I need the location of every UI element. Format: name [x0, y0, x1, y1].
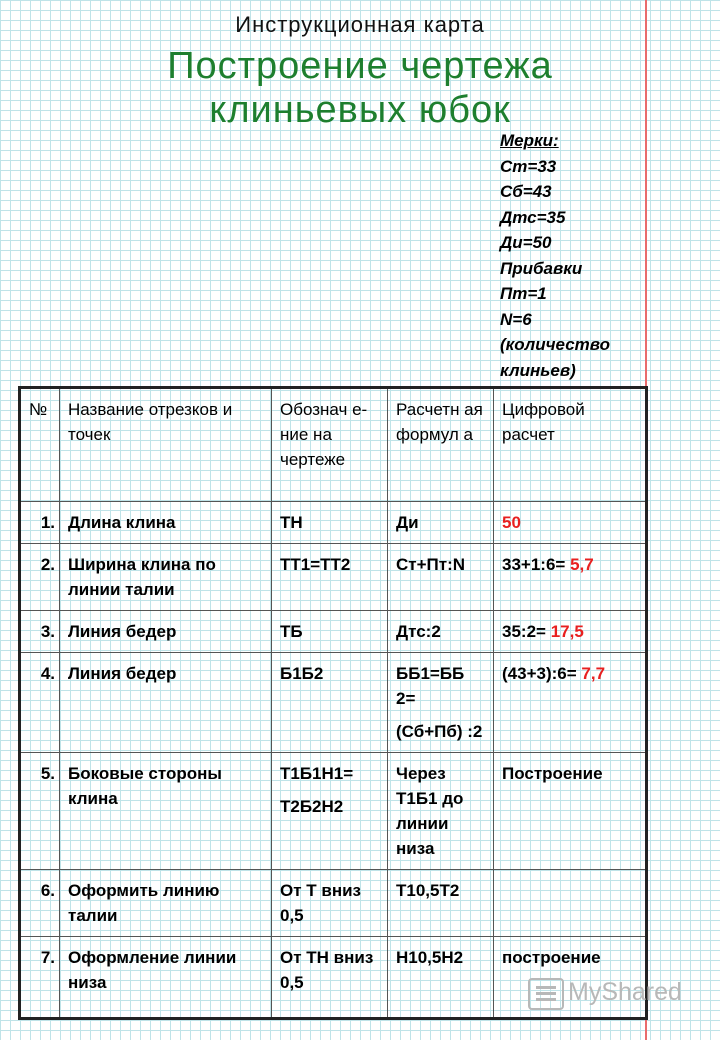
table-row — [20, 753, 647, 870]
myshared-logo-icon — [528, 978, 564, 1010]
measurement-line: Ди=50 — [500, 233, 552, 252]
measurement-line: Пт=1 — [500, 284, 547, 303]
row-formula — [388, 653, 494, 753]
title-line-2: клиньевых юбок — [209, 89, 511, 131]
row-name: Боковые стороны клина — [60, 753, 272, 870]
row-num: 2. — [20, 544, 60, 611]
header-name: Название отрезков и точек — [60, 388, 272, 502]
row-formula: Через Т1Б1 до линии низа — [388, 753, 494, 870]
watermark-text: MyShared — [568, 978, 682, 1006]
measurement-line: N=6 — [500, 309, 532, 329]
row-mark: Б1Б2 — [272, 653, 388, 753]
row-num: 5. — [20, 753, 60, 870]
row-calc — [494, 611, 647, 653]
row-mark: ТБ — [272, 611, 388, 653]
row-name: Линия бедер — [60, 653, 272, 753]
row-formula: Ди — [388, 502, 494, 544]
page-title — [0, 44, 720, 132]
row-name: Линия бедер — [60, 611, 272, 653]
measurement-line: Дтс=35 — [500, 207, 566, 227]
row-name: Ширина клина по линии талии — [60, 544, 272, 611]
row-mark: От ТН вниз 0,5 — [272, 937, 388, 1019]
page-subtitle: Инструкционная карта — [235, 12, 485, 37]
title-line-1: Построение чертежа — [167, 45, 553, 87]
row-num: 6. — [20, 870, 60, 937]
calc-result: 50 — [502, 513, 521, 532]
row-mark — [272, 753, 388, 870]
table-header-row — [20, 388, 647, 502]
measurement-line: Прибавки — [500, 258, 583, 278]
row-calc — [494, 502, 647, 544]
header-formula: Расчетн ая формул а — [388, 388, 494, 502]
row-calc — [494, 870, 647, 937]
row-formula: Т10,5Т2 — [388, 870, 494, 937]
calc-result: 7,7 — [581, 664, 606, 683]
row-name: Оформить линию талии — [60, 870, 272, 937]
instruction-table — [18, 386, 648, 1020]
row-calc: Построение — [494, 753, 647, 870]
measurement-line: Ст=33 — [500, 156, 557, 176]
row-formula: Дтс:2 — [388, 611, 494, 653]
row-calc — [494, 653, 647, 753]
measurement-line: Сб=43 — [500, 182, 552, 201]
calc-text: 33+1:6= — [502, 555, 571, 574]
mark-part2: Т2Б2Н2 — [280, 797, 344, 816]
row-mark: ТН — [272, 502, 388, 544]
formula-part1: ББ1=ББ 2= — [396, 664, 465, 708]
table-row — [20, 544, 647, 611]
row-name: Длина клина — [60, 502, 272, 544]
row-calc — [494, 544, 647, 611]
watermark — [528, 978, 688, 1012]
measurement-line: (количество клиньев) — [500, 335, 610, 380]
calc-text: 35:2= — [502, 622, 551, 641]
measurements-block — [500, 128, 645, 383]
row-num: 7. — [20, 937, 60, 1019]
row-name: Оформление линии низа — [60, 937, 272, 1019]
table-row — [20, 611, 647, 653]
header-mark: Обознач е-ние на чертеже — [272, 388, 388, 502]
row-mark: От Т вниз 0,5 — [272, 870, 388, 937]
table-row — [20, 870, 647, 937]
row-mark: ТТ1=ТТ2 — [272, 544, 388, 611]
header-calc: Цифровой расчет — [494, 388, 647, 502]
mark-part1: Т1Б1Н1= — [280, 764, 354, 783]
table-row — [20, 653, 647, 753]
row-num: 3. — [20, 611, 60, 653]
row-formula: Ст+Пт:N — [388, 544, 494, 611]
calc-result: 5,7 — [570, 555, 594, 574]
row-num: 1. — [20, 502, 60, 544]
row-calc: построение — [494, 937, 647, 1019]
calc-text: (43+3):6= — [502, 664, 582, 683]
measurements-heading: Мерки: — [500, 131, 559, 150]
calc-result: 17,5 — [550, 622, 584, 641]
table-row — [20, 502, 647, 544]
formula-part2: (Сб+Пб) :2 — [396, 722, 483, 741]
row-num: 4. — [20, 653, 60, 753]
row-formula: Н10,5Н2 — [388, 937, 494, 1019]
header-num: № — [20, 388, 60, 502]
